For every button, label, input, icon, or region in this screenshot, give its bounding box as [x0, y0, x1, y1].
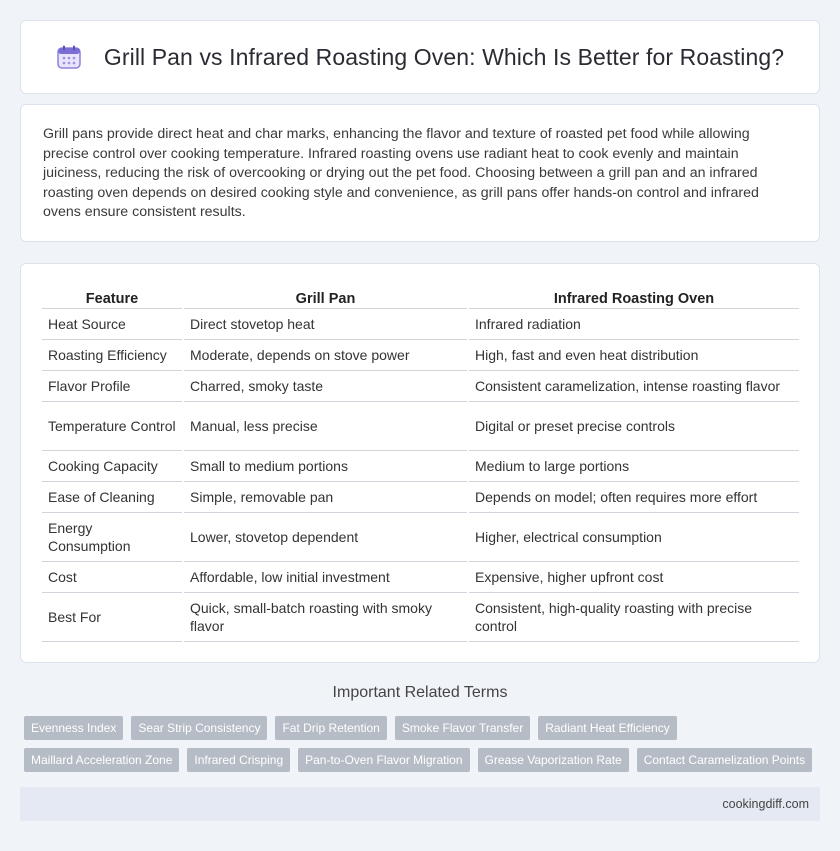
- infrared-oven-cell: Medium to large portions: [468, 450, 799, 481]
- feature-cell: Roasting Efficiency: [42, 339, 183, 370]
- grill-pan-cell: Small to medium portions: [183, 450, 468, 481]
- table-row: [42, 450, 799, 481]
- infrared-oven-cell: Depends on model; often requires more effort: [468, 481, 799, 512]
- infrared-oven-cell: Higher, electrical consumption: [468, 512, 799, 561]
- grill-pan-cell: Direct stovetop heat: [183, 308, 468, 339]
- related-term-tag[interactable]: Pan-to-Oven Flavor Migration: [298, 748, 469, 772]
- related-term-tag[interactable]: Maillard Acceleration Zone: [24, 748, 179, 772]
- grill-pan-cell: Quick, small-batch roasting with smoky flavor: [183, 592, 468, 641]
- related-term-tag[interactable]: Grease Vaporization Rate: [478, 748, 629, 772]
- infrared-oven-cell: Expensive, higher upfront cost: [468, 561, 799, 592]
- feature-cell: Energy Consumption: [42, 512, 183, 561]
- feature-cell: Cost: [42, 561, 183, 592]
- table-row: [42, 401, 799, 450]
- page-title: Grill Pan vs Infrared Roasting Oven: Which Is Better for Roasting?: [103, 43, 785, 70]
- related-term-tag[interactable]: Contact Caramelization Points: [637, 748, 812, 772]
- infrared-oven-cell: Consistent, high-quality roasting with precise control: [468, 592, 799, 641]
- related-term-tag[interactable]: Smoke Flavor Transfer: [395, 716, 530, 740]
- grill-pan-cell: Lower, stovetop dependent: [183, 512, 468, 561]
- table-header-row: [42, 286, 799, 308]
- infrared-oven-cell: Digital or preset precise controls: [468, 401, 799, 450]
- related-term-tag[interactable]: Fat Drip Retention: [275, 716, 386, 740]
- table-row: [42, 561, 799, 592]
- related-term-tag[interactable]: Infrared Crisping: [187, 748, 290, 772]
- table-row: [42, 308, 799, 339]
- header-feature: Feature: [42, 286, 183, 308]
- footer-site-link[interactable]: cookingdiff.com: [722, 797, 809, 811]
- footer: [20, 787, 820, 821]
- related-terms-heading: Important Related Terms: [332, 684, 508, 701]
- table-row: [42, 339, 799, 370]
- feature-cell: Flavor Profile: [42, 370, 183, 401]
- related-term-tag[interactable]: Radiant Heat Efficiency: [538, 716, 677, 740]
- infrared-oven-cell: High, fast and even heat distribution: [468, 339, 799, 370]
- grill-pan-cell: Manual, less precise: [183, 401, 468, 450]
- feature-cell: Best For: [42, 592, 183, 641]
- feature-cell: Temperature Control: [42, 401, 183, 450]
- comparison-table-card: [20, 263, 820, 663]
- grill-pan-cell: Simple, removable pan: [183, 481, 468, 512]
- table-row: [42, 370, 799, 401]
- feature-cell: Heat Source: [42, 308, 183, 339]
- infrared-oven-cell: Infrared radiation: [468, 308, 799, 339]
- feature-cell: Cooking Capacity: [42, 450, 183, 481]
- header-infrared-oven: Infrared Roasting Oven: [468, 286, 799, 308]
- title-card: [20, 20, 820, 94]
- related-term-tag[interactable]: Evenness Index: [24, 716, 123, 740]
- related-terms-row: [24, 716, 824, 740]
- grill-pan-cell: Charred, smoky taste: [183, 370, 468, 401]
- infrared-oven-cell: Consistent caramelization, intense roasting flavor: [468, 370, 799, 401]
- table-row: [42, 512, 799, 561]
- grill-pan-cell: Affordable, low initial investment: [183, 561, 468, 592]
- related-terms-row: [24, 748, 824, 772]
- header-grill-pan: Grill Pan: [183, 286, 468, 308]
- grill-pan-cell: Moderate, depends on stove power: [183, 339, 468, 370]
- table-row: [42, 481, 799, 512]
- related-term-tag[interactable]: Sear Strip Consistency: [131, 716, 267, 740]
- comparison-table: [42, 286, 799, 642]
- table-row: [42, 592, 799, 641]
- intro-card: [20, 104, 820, 242]
- feature-cell: Ease of Cleaning: [42, 481, 183, 512]
- intro-paragraph: Grill pans provide direct heat and char marks, enhancing the flavor and texture of roasted pet food while allowing precise control over cooking temperature. Infrared roasting ovens use radiant heat to cook evenly and maintain juiciness, reducing the risk of overcooking or drying out the pet food. Choosing between a grill pan and an infrared roasting oven depends on desired cooking style and convenience, as grill pans offer hands-on control and infrared ovens ensure consistent results.: [43, 126, 759, 221]
- calendar-icon: [56, 44, 82, 70]
